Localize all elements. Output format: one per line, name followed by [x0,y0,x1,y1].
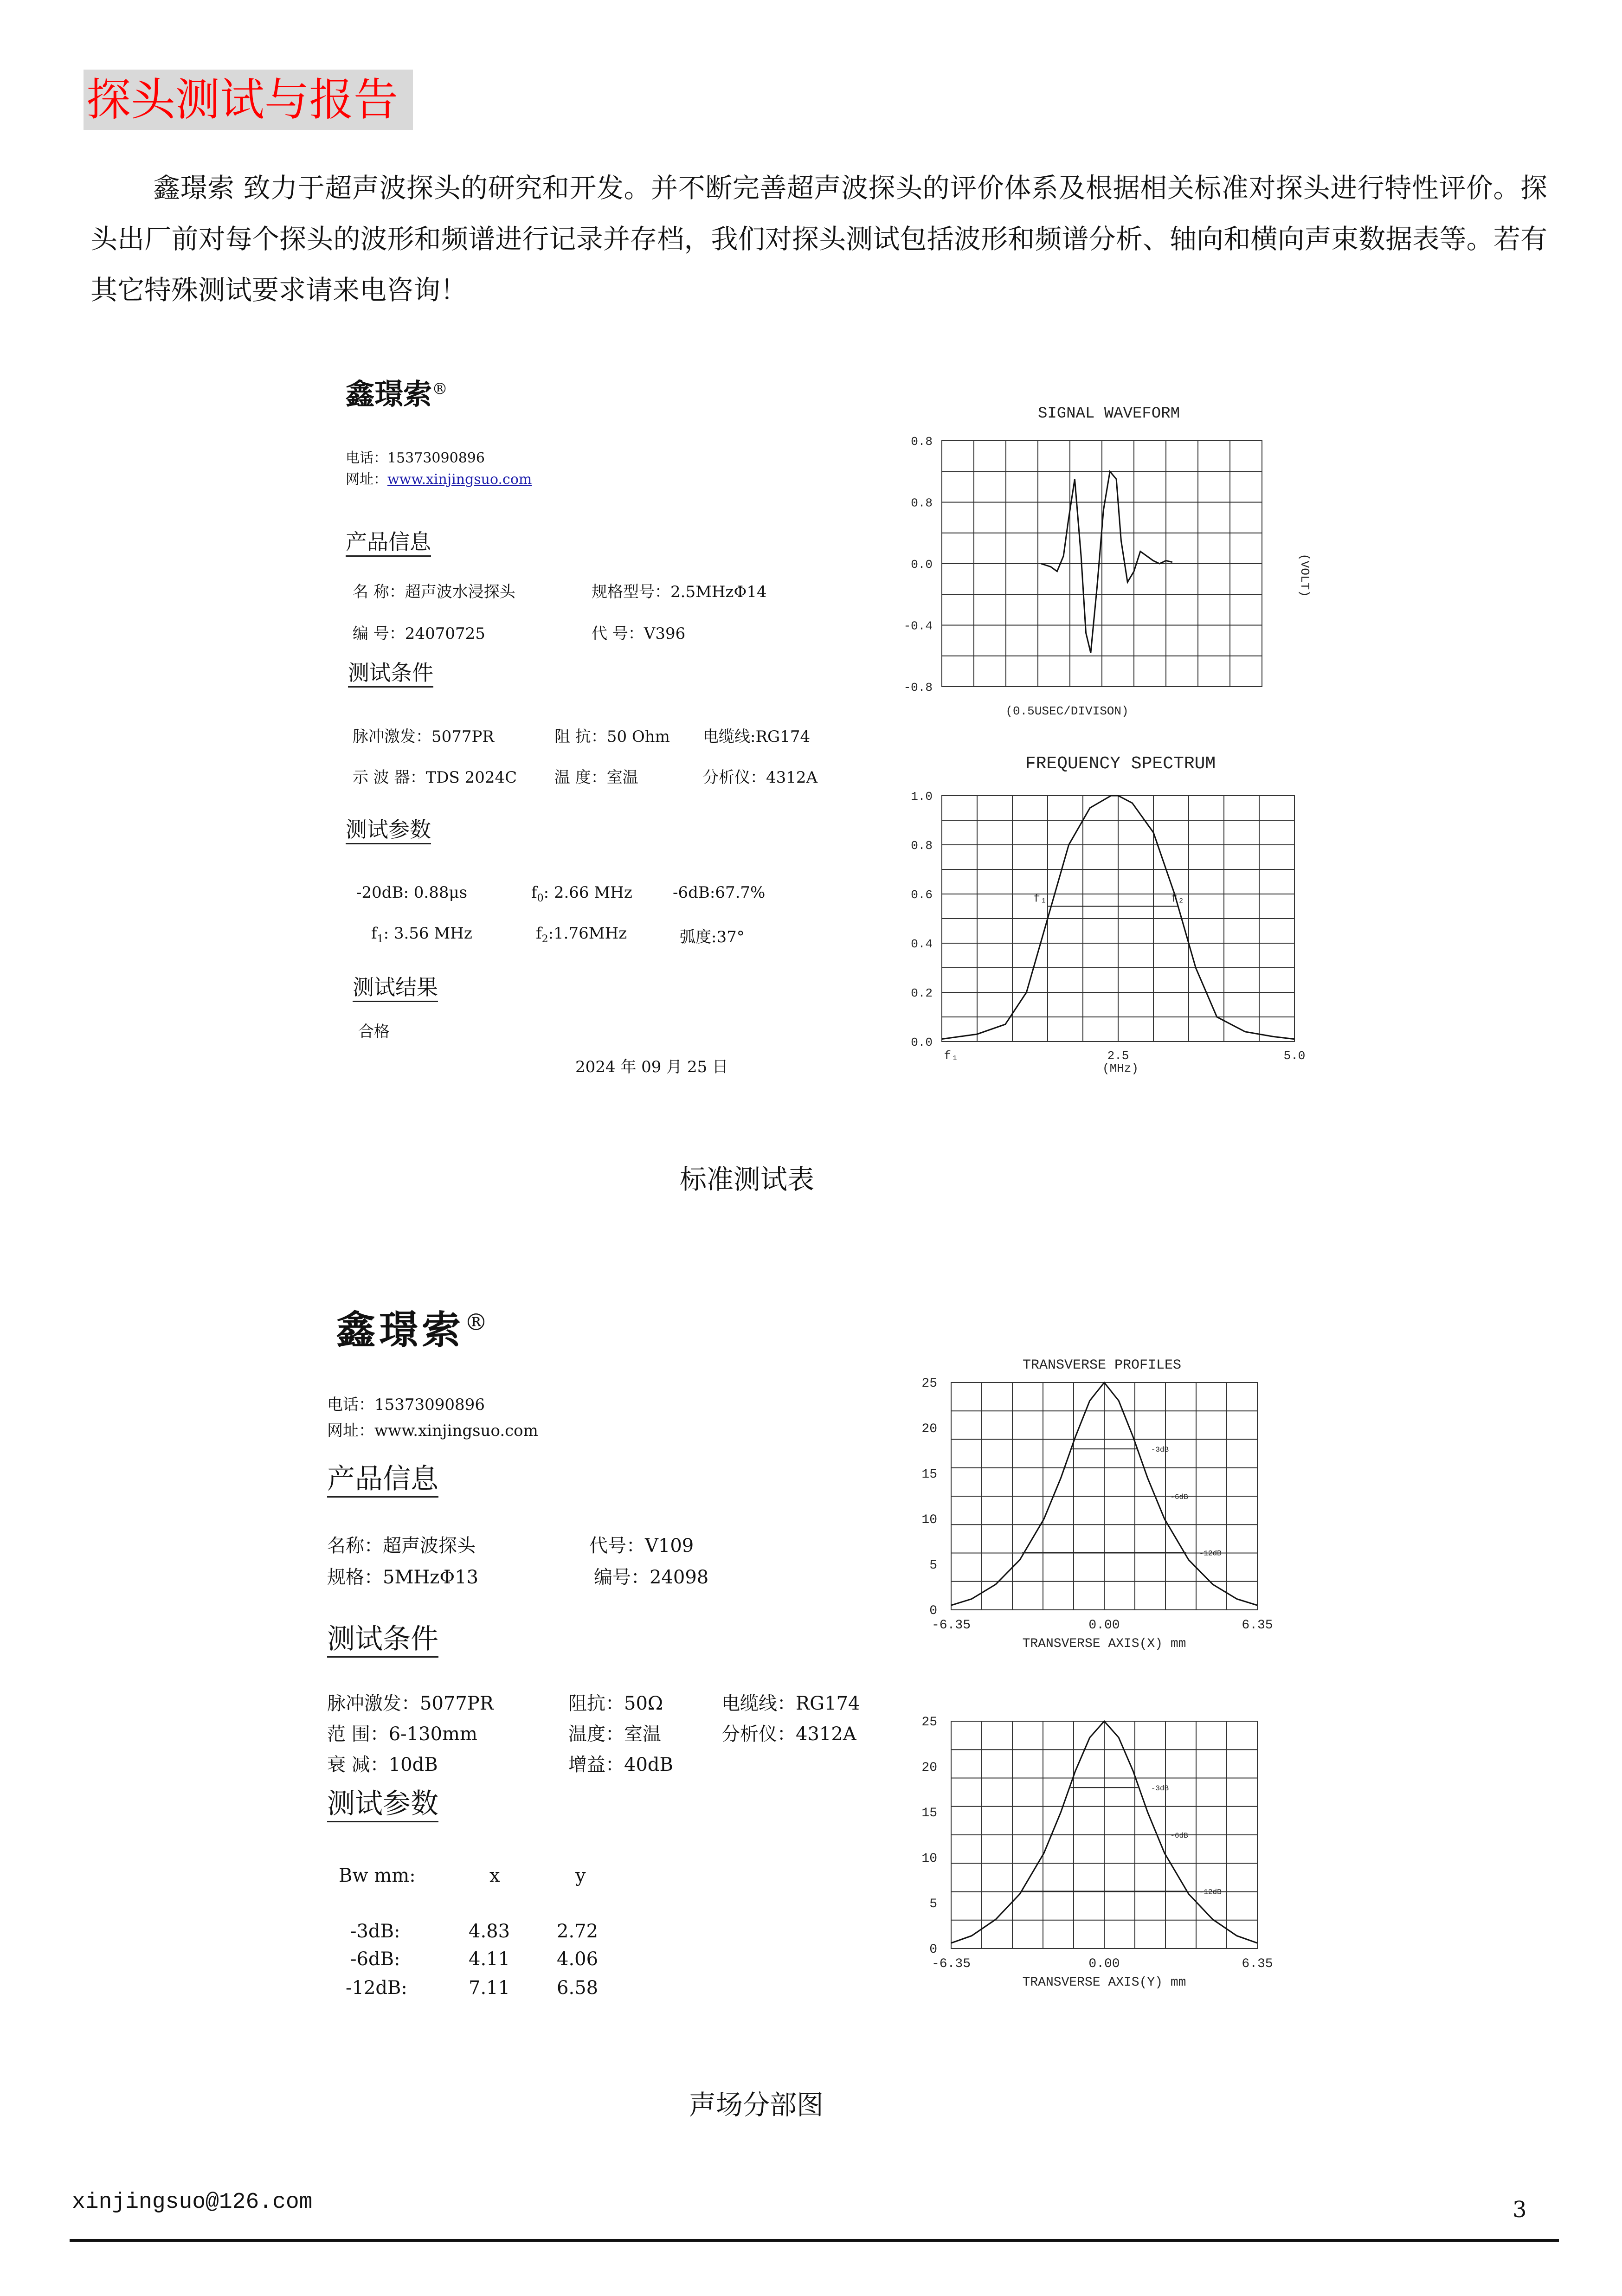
report1-section-test-result: 测试结果 [353,971,438,1001]
report2-section-product-info: 产品信息 [327,1457,438,1497]
spectrum-ytick-label: 0.8 [911,839,933,853]
profile-ytick-label: 25 [921,1376,937,1391]
waveform-xlabel: (0.5USEC/DIVISON) [1005,704,1129,718]
report2-product-spec: 规格：5MHzΦ13 [327,1567,479,1588]
report1-cond-temp: 温 度：室温 [554,768,638,787]
intro-paragraph: 鑫璟索 致力于超声波探头的研究和开发。并不断完善超声波探头的评价体系及根据相关标准对探头进行特性评价。探头出厂前对每个探头的波形和频谱进行记录并存档，我们对探头测试包括波形和频谱分析、轴向和横向声束数据表等。若有其它特殊测试要求请来电咨询！ [90,172,1547,306]
profile-ytick-label: 25 [921,1715,937,1730]
spectrum-ytick-label: 0.0 [911,1035,933,1049]
profile-level-label: -12dB [1199,1888,1222,1897]
beam-table-cell-x: 4.83 [469,1921,510,1942]
spectrum-xtick-label: 2.5 [1107,1049,1129,1063]
report2-cond-analyzer: 分析仪：4312A [721,1724,856,1745]
profile-ytick-label: 5 [929,1558,937,1573]
report2-caption: 声场分部图 [689,2089,824,2121]
spectrum-ytick-label: 0.6 [911,888,933,902]
report2-cond-pulser: 脉冲激发：5077PR [327,1693,494,1714]
profile-xtick-label: 6.35 [1242,1618,1273,1633]
report1-param-20db: -20dB: 0.88μs [356,883,468,902]
spectrum-xtick-label: f₁ [944,1049,959,1063]
spectrum-ytick-label: 0.2 [911,986,933,1000]
profile-ytick-label: 15 [921,1806,937,1820]
profile-level-label: -3dB [1151,1446,1169,1454]
report2-cond-temp: 温度：室温 [568,1724,661,1745]
report1-product-code: 代 号：V396 [592,624,686,643]
profile-ytick-label: 20 [921,1761,937,1775]
waveform-ytick-label: -0.4 [903,619,933,633]
report1-phone: 电话：15373090896 [346,450,485,466]
report1-param-6db: -6dB:67.7% [673,883,766,902]
beam-table-cell-x: 4.11 [469,1949,510,1970]
report1-section-product-info: 产品信息 [346,525,431,556]
report2-product-serial: 编号：24098 [594,1567,709,1588]
report1-brand: 鑫璟索® [346,377,448,411]
profile-xtick-label: 6.35 [1242,1957,1273,1971]
report1-section-test-conditions: 测试条件 [348,656,433,687]
beam-table-header-y: y [575,1865,586,1886]
beam-table-header-x: x [489,1865,500,1886]
profile-level-label: -6dB [1170,1832,1188,1840]
profile-xtick-label: -6.35 [931,1618,971,1633]
report2-section-test-params: 测试参数 [327,1781,438,1821]
waveform-ytick-label: 0.8 [911,496,933,510]
report2-phone: 电话：15373090896 [327,1396,485,1414]
profile-xlabel: TRANSVERSE AXIS(Y) mm [1022,1975,1186,1990]
report1-cond-impedance: 阻 抗：50 Ohm [554,727,670,746]
profile-ytick-label: 5 [929,1897,937,1911]
footer-page-number: 3 [1513,2197,1527,2223]
waveform-ytick-label: -0.8 [903,681,933,695]
spectrum-marker-f1: f₁ [1033,893,1047,906]
spectrum-chart [891,747,1322,1081]
profile-level-label: -3dB [1151,1784,1169,1793]
waveform-ytick-label: 0.0 [911,558,933,572]
report1-cond-analyzer: 分析仪：4312A [703,768,818,787]
spectrum-yticks [911,790,933,1049]
report1-cond-scope: 示 波 器：TDS 2024C [353,768,517,787]
spectrum-title: FREQUENCY SPECTRUM [1025,754,1216,774]
report2-cond-atten: 衰 减：10dB [327,1754,438,1775]
report1-section-test-params: 测试参数 [346,813,431,843]
report1-cond-cable: 电缆线:RG174 [703,727,811,746]
waveform-ytick-label: 0.8 [911,435,933,449]
beam-table-cell-x: 7.11 [469,1977,510,1999]
profile-ytick-label: 0 [929,1942,937,1957]
profile-ytick-label: 20 [921,1422,937,1436]
report1-result: 合格 [358,1023,390,1041]
beam-table-row-label: -3dB: [350,1921,400,1942]
waveform-grid [942,441,1262,687]
waveform-title: SIGNAL WAVEFORM [1037,405,1180,423]
report1-param-arc: 弧度:37° [680,928,745,946]
report1-website-line: 网址：www.xinjingsuo.com [346,471,532,488]
profile-level-label: -12dB [1199,1549,1222,1558]
transverse-x-chart [907,1350,1292,1666]
profile-ytick-label: 10 [921,1852,937,1866]
report1-product-name: 名 称：超声波水浸探头 [353,583,515,601]
report2-cond-gain: 增益：40dB [568,1754,673,1775]
profile-xtick-label: 0.00 [1088,1618,1120,1633]
footer-rule [70,2239,1559,2242]
report2-cond-cable: 电缆线：RG174 [721,1693,860,1714]
waveform-chart [891,399,1322,724]
report1-cond-pulser: 脉冲激发：5077PR [353,727,495,746]
beam-table-cell-y: 2.72 [557,1921,599,1942]
beam-table-cell-y: 6.58 [557,1977,599,1999]
profile-ytick-label: 10 [921,1513,937,1527]
report1-product-serial: 编 号：24070725 [353,624,485,643]
profile-xtick-label: -6.35 [931,1957,971,1971]
beam-table-row-label: -12dB: [346,1977,407,1999]
report1-param-f1: $f_1$: 3.56 MHz [371,924,472,945]
report2-section-test-conditions: 测试条件 [327,1617,438,1657]
transverse-y-chart [907,1712,1292,2027]
waveform-ylabel: (VOLT) [1298,553,1312,597]
page-title: 探头测试与报告 [84,70,413,130]
report1-website-link[interactable]: www.xinjingsuo.com [387,471,532,488]
report1-param-f2: $f_2:1.76MHz$ [536,924,627,945]
profile-level-label: -6dB [1170,1493,1188,1501]
spectrum-marker-f2: f₂ [1171,893,1184,906]
spectrum-grid [942,796,1294,1042]
footer-email[interactable]: xinjingsuo@126.com [72,2190,313,2215]
spectrum-ytick-label: 1.0 [911,790,933,804]
spectrum-xlabel: (MHz) [1102,1061,1139,1075]
spectrum-ytick-label: 0.4 [911,937,933,951]
transverse-x-title: TRANSVERSE PROFILES [1022,1357,1182,1373]
spectrum-xticks [944,1049,1305,1063]
beam-table-cell-y: 4.06 [557,1949,599,1970]
profile-xlabel: TRANSVERSE AXIS(X) mm [1022,1637,1186,1651]
report2-cond-impedance: 阻抗：50Ω [568,1693,663,1714]
report2-product-code: 代号：V109 [589,1535,694,1556]
spectrum-xtick-label: 5.0 [1283,1049,1306,1063]
profile-xtick-label: 0.00 [1088,1957,1120,1971]
profile-ytick-label: 0 [929,1604,937,1618]
beam-table-header-label: Bw mm: [339,1865,416,1886]
report2-cond-range: 范 围：6-130mm [327,1724,477,1745]
report1-date: 2024 年 09 月 25 日 [575,1058,728,1076]
profile-ytick-label: 15 [921,1467,937,1482]
report1-param-f0: $f_0$: 2.66 MHz [531,883,632,904]
report1-caption: 标准测试表 [680,1164,815,1195]
report2-product-name: 名称：超声波探头 [327,1535,476,1556]
report2-brand: 鑫璟索® [336,1307,492,1353]
report2-website: 网址：www.xinjingsuo.com [327,1421,538,1440]
report1-product-spec: 规格型号：2.5MHzΦ14 [592,583,767,601]
waveform-yticks [904,435,933,695]
beam-table-row-label: -6dB: [350,1949,400,1970]
